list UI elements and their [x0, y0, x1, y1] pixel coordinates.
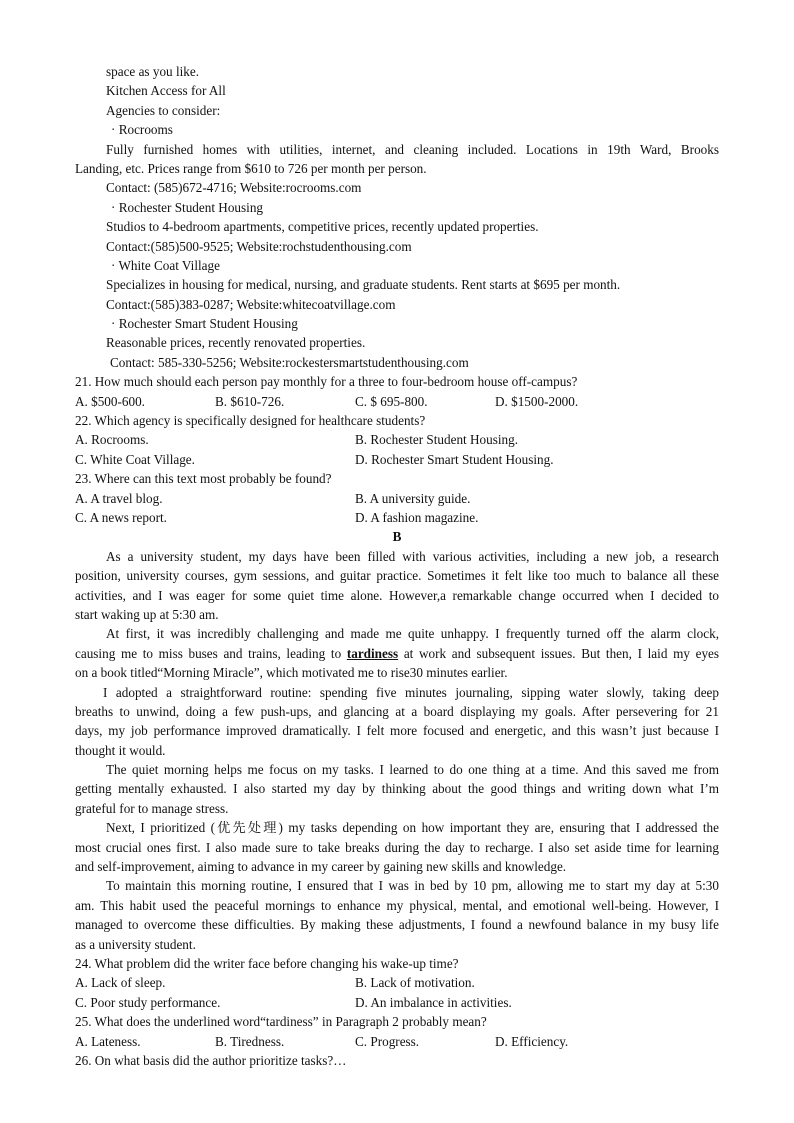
- question-21-stem: 21. How much should each person pay monthly for a three to four-bedroom house off-campus?: [75, 374, 578, 390]
- document-page: [75, 62, 719, 1070]
- question-23-stem: 23. Where can this text most probably be found?: [75, 471, 332, 487]
- agency-desc: Specializes in housing for medical, nursing, and graduate students. Rent starts at $695 per month.: [106, 277, 621, 293]
- passage-line: getting mentally exhausted. I also started my day by thinking about the good things and writing down what I’m: [75, 781, 719, 797]
- listing-heading: Kitchen Access for All: [106, 83, 226, 99]
- option-a: A. $500-600.: [75, 393, 145, 409]
- agency-contact: Contact:(585)500-9525; Website:rochstudenthousing.com: [106, 238, 412, 254]
- passage-line: managed to overcome these difficulties. By making these adjustments, I found a newfound balance in my busy life: [75, 917, 719, 933]
- question-21-options: [75, 392, 719, 411]
- section-b-heading: B: [392, 529, 402, 545]
- option-d: D. Efficiency.: [495, 1033, 569, 1049]
- agency-desc: Landing, etc. Prices range from $610 to 726 per month per person.: [75, 160, 427, 176]
- passage-line: on a book titled“Morning Miracle”, which motivated me to rise30 minutes earlier.: [75, 665, 508, 681]
- option-c: C. White Coat Village.: [75, 451, 195, 467]
- question-22-options-row1: [75, 430, 719, 449]
- option-a: A. Lateness.: [75, 1033, 141, 1049]
- agency-name: · White Coat Village: [111, 257, 220, 273]
- passage-line: and self-improvement, aiming to advance in my career by gaining new skills and knowledge.: [75, 859, 567, 875]
- option-b: B. $610-726.: [215, 393, 285, 409]
- option-c: C. Poor study performance.: [75, 994, 221, 1010]
- option-a: A. Rocrooms.: [75, 432, 149, 448]
- agency-desc: Reasonable prices, recently renovated properties.: [106, 335, 366, 351]
- passage-line: days, my job performance improved dramatically. I felt more focused and energetic, and this wasn’t just because I: [75, 723, 719, 739]
- option-c: C. $ 695-800.: [355, 393, 428, 409]
- passage-line: The quiet morning helps me focus on my tasks. I learned to do one thing at a time. And this saved me from: [106, 762, 719, 778]
- question-25-stem: 25. What does the underlined word“tardiness” in Paragraph 2 probably mean?: [75, 1014, 487, 1030]
- passage-line: most crucial ones first. I also made sure to take breaks during the day to recharge. I also set aside time for learning: [75, 839, 719, 855]
- agency-desc: Fully furnished homes with utilities, internet, and cleaning included. Locations in 19th Ward, Brooks: [106, 141, 719, 157]
- agency-contact: Contact: 585-330-5256; Website:rockestersmartstudenthousing.com: [110, 354, 469, 370]
- option-c: C. A news report.: [75, 509, 167, 525]
- agency-name: · Rochester Smart Student Housing: [111, 316, 298, 332]
- passage-line: thought it would.: [75, 742, 166, 758]
- passage-line: Next, I prioritized (优先处理) my tasks depending on how important they are, ensuring that I addressed the: [106, 820, 719, 836]
- question-23-options-row1: [75, 489, 719, 508]
- option-d: D. $1500-2000.: [495, 393, 579, 409]
- option-c: C. Progress.: [355, 1033, 420, 1049]
- option-d: D. A fashion magazine.: [355, 509, 479, 525]
- question-24-stem: 24. What problem did the writer face before changing his wake-up time?: [75, 955, 459, 971]
- option-b: B. Lack of motivation.: [355, 975, 475, 991]
- agency-contact: Contact: (585)672-4716; Website:rocrooms.com: [106, 180, 362, 196]
- option-b: B. A university guide.: [355, 490, 471, 506]
- agency-contact: Contact:(585)383-0287; Website:whitecoatvillage.com: [106, 296, 396, 312]
- question-24-options-row1: [75, 973, 719, 992]
- passage-line: as a university student.: [75, 936, 196, 952]
- agency-desc: Studios to 4-bedroom apartments, competitive prices, recently updated properties.: [106, 219, 539, 235]
- option-d: D. An imbalance in activities.: [355, 994, 512, 1010]
- passage-line: To maintain this morning routine, I ensured that I was in bed by 10 pm, allowing me to start my day at 5:30: [106, 878, 719, 894]
- question-22-options-row2: [75, 450, 719, 469]
- question-25-options: [75, 1032, 719, 1051]
- listing-line: space as you like.: [106, 64, 200, 79]
- passage-line: [75, 644, 719, 663]
- option-a: A. A travel blog.: [75, 490, 163, 506]
- passage-line: position, university courses, gym sessions, and guitar practice. Sometimes it felt like too much to balance all these: [75, 568, 719, 584]
- underlined-keyword: tardiness: [346, 645, 399, 661]
- passage-line: activities, and I was eager for some quiet time alone. However,a remarkable change occurred when I decided to: [75, 587, 719, 603]
- passage-line: As a university student, my days have been filled with various activities, including a new job, a research: [106, 548, 719, 564]
- listing-line: Agencies to consider:: [106, 102, 221, 118]
- agency-name: · Rochester Student Housing: [111, 199, 264, 215]
- question-24-options-row2: [75, 993, 719, 1012]
- question-22-stem: 22. Which agency is specifically designed for healthcare students?: [75, 413, 426, 429]
- option-d: D. Rochester Smart Student Housing.: [355, 451, 554, 467]
- passage-line: breaths to unwind, doing a few push-ups, and glancing at a board displaying my goals. After persevering for 21: [75, 703, 719, 719]
- passage-text: causing me to miss buses and trains, leading to: [75, 645, 342, 661]
- agency-name: · Rocrooms: [111, 122, 173, 138]
- question-26-stem: 26. On what basis did the author prioritize tasks?…: [75, 1052, 347, 1068]
- option-a: A. Lack of sleep.: [75, 975, 166, 991]
- passage-line: am. This habit used the peaceful mornings to enhance my physical, mental, and emotional well-being. However, I: [75, 897, 719, 913]
- option-b: B. Rochester Student Housing.: [355, 432, 519, 448]
- option-b: B. Tiredness.: [215, 1033, 285, 1049]
- passage-line: I adopted a straightforward routine: spending five minutes journaling, sipping water slowly, taking deep: [103, 684, 719, 700]
- question-23-options-row2: [75, 508, 719, 527]
- passage-line: grateful for to manage stress.: [75, 800, 229, 816]
- passage-text: at work and subsequent issues. But then, I laid my eyes: [403, 645, 720, 661]
- passage-line: start waking up at 5:30 am.: [75, 606, 219, 622]
- passage-line: At first, it was incredibly challenging and made me quite unhappy. I frequently turned off the alarm clock,: [106, 626, 719, 642]
